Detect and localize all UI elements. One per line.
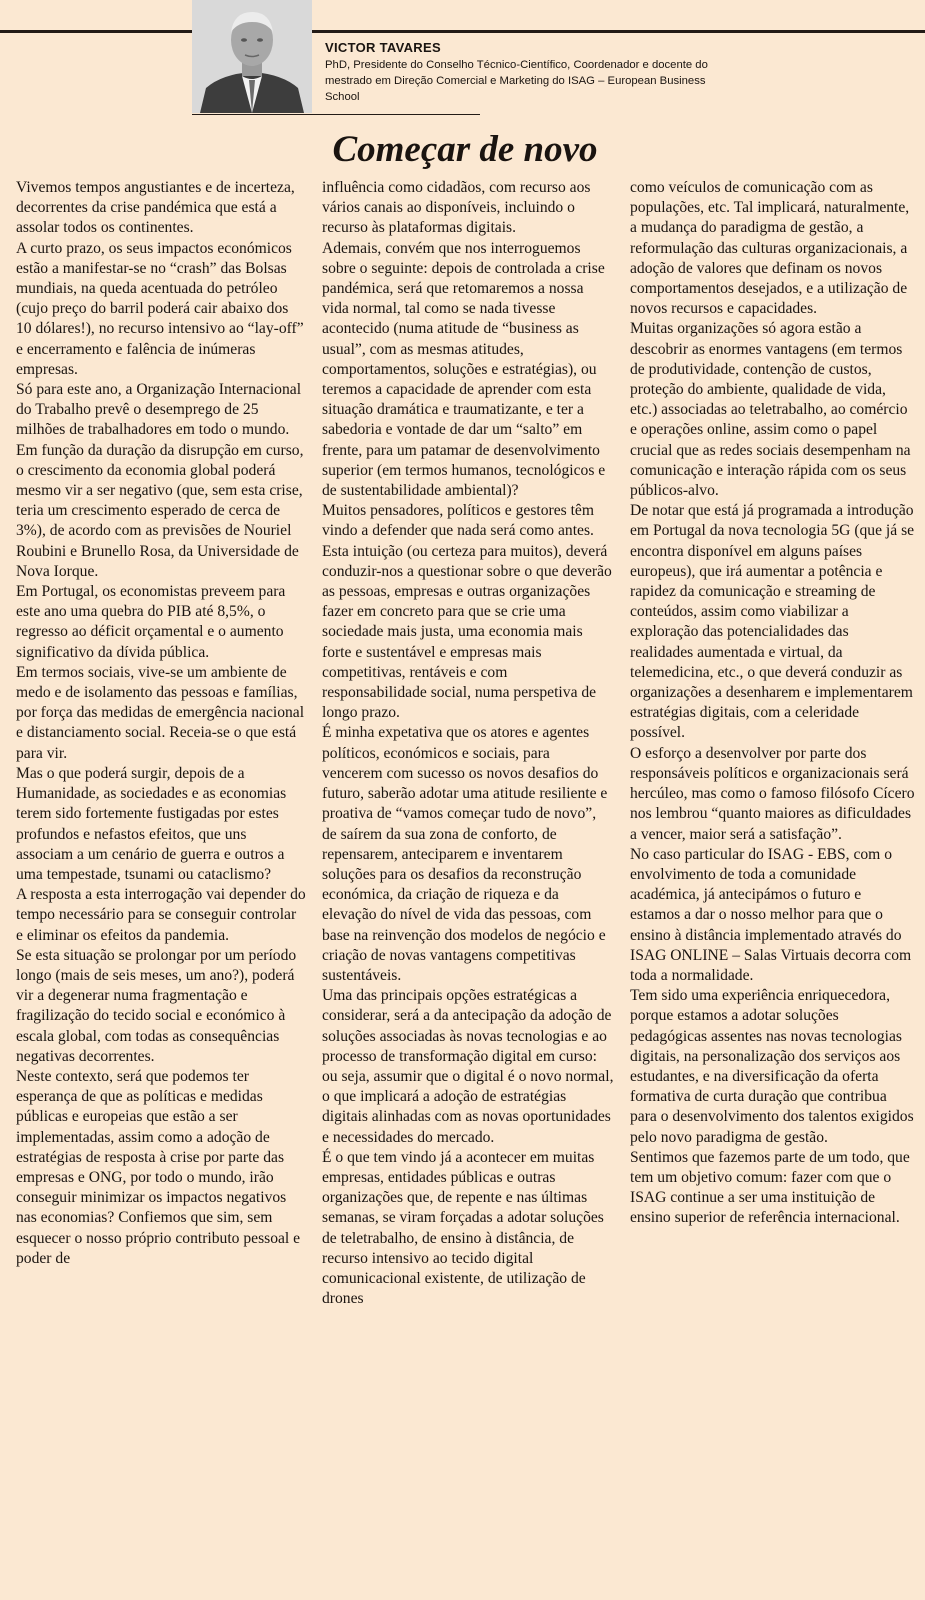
author-photo [192,0,312,113]
article-headline: Começar de novo [332,129,598,170]
paragraph: Neste contexto, será que podemos ter esperança de que as políticas e medidas públicas e europeias que estão a ser implementadas, assim como a adoção de estratégias de resposta à crise por parte das empresas e ONG, por todo o mundo, irão conseguir minimizar os impactos negativos nas economias? Confiemos que sim, sem esquecer o nosso próprio contributo pessoal e poder de [16,1067,301,1267]
paragraph: Mas o que poderá surgir, depois de a Humanidade, as sociedades e as economias terem sido fortemente fustigadas por estes profundos e nefastos efeitos, que uns associam a um cenário de guerra e outros a uma tempestade, tsunami ou cataclismo? [16,764,287,883]
paragraph: Se esta situação se prolongar por um período longo (mais de seis meses, um ano?), poderá vir a degenerar numa fragmentação e fragilização do tecido social e económico à escala global, com todas as consequências negativas decorrentes. [16,946,297,1065]
paragraph: É minha expetativa que os atores e agentes políticos, económicos e sociais, para vencerem com sucesso os novos desafios do futuro, saberão adotar uma atitude resiliente e proativa de “vamos começar tudo de novo”, de saírem da sua zona de conforto, de repensarem, anteciparem e inventarem soluções para os desafios da reconstrução económica, da criação de riqueza e da elevação do nível de vida das pessoas, com base na reinvenção dos modelos de negócio e criação de novas vantagens competitivas sustentáveis. [322,724,608,984]
paragraph: Em termos sociais, vive-se um ambiente de medo e de isolamento das pessoas e famílias, por força das medidas de emergência nacional e distanciamento social. Receia-se o que está para vir. [16,663,305,762]
paragraph: A curto prazo, os seus impactos económicos estão a manifestar-se no “crash” das Bolsas mundiais, na queda acentuada do petróleo (cujo preço do barril poderá cair abaixo dos 10 dólares!), no recurso intensivo ao “lay-off” e encerramento e falência de inúmeras empresas. [16,239,304,378]
paragraph: O esforço a desenvolver por parte dos responsáveis políticos e organizacionais será hercúleo, mas como o famoso filósofo Cícero nos lembrou “quanto maiores as dificuldades a vencer, maior será a satisfação”. [630,744,915,843]
paragraph: Uma das principais opções estratégicas a considerar, será a da antecipação da adoção de soluções associadas às novas tecnologias e ao processo de transformação digital em curso: ou seja, assumir que o digital é o novo normal, o que implicará a adoção de estratégias digitais alinhadas com as novas oportunidades e necessidades do mercado. [322,987,614,1146]
paragraph: Muitos pensadores, políticos e gestores têm vindo a defender que nada será como antes. Esta intuição (ou certeza para muitos), deverá conduzir-nos a questionar sobre o que deverão as pessoas, empresas e outras organizações fazer em concreto para que se crie uma sociedade mais justa, uma economia mais forte e sustentável e empresas mais competitivas, rentáveis e com responsabilidade social, numa perspetiva de longo prazo. [322,502,612,722]
paragraph: Muitas organizações só agora estão a descobrir as enormes vantagens (em termos de produtividade, contenção de custos, proteção do ambiente, qualidade de vida, etc.) associadas ao teletrabalho, ao comércio e operações online, assim como o papel crucial que as redes sociais desempenham na comunicação e interação rápida com os seus públicos-alvo. [630,320,911,500]
article-column-3 [630,178,915,1229]
paragraph: Em função da duração da disrupção em curso, o crescimento da economia global poderá mesmo vir a ser negativo (que, sem esta crise, teria um crescimento esperado de cerca de 3%), de acordo com as previsões de Nouriel Roubini e Brunello Rosa, da Universidade de Nova Iorque. [16,441,304,580]
paragraph: Sentimos que fazemos parte de um todo, que tem um objetivo comum: fazer com que o ISAG continue a ser uma instituição de ensino superior de referência internacional. [630,1148,910,1227]
top-rule [0,30,925,33]
paragraph: Ademais, convém que nos interroguemos sobre o seguinte: depois de controlada a crise pandémica, será que retomaremos a nossa vida normal, tal como se nada tivesse acontecido (numa atitude de “business as usual”, com as mesmas atitudes, comportamentos, soluções e estratégias), ou teremos a capacidade de aprender com esta situação dramática e traumatizante, e ter a sabedoria e vontade de dar um “salto” em frente, para um patamar de desenvolvimento superior (em termos humanos, tecnológicos e de sustentabilidade ambiental)? [322,239,606,500]
article-column-2 [322,178,614,1309]
paragraph: A resposta a esta interrogação vai depender do tempo necessário para se conseguir controlar e eliminar os efeitos da pandemia. [16,886,306,944]
paragraph: Tem sido uma experiência enriquecedora, porque estamos a adotar soluções pedagógicas assentes nas novas tecnologias digitais, na personalização dos serviços aos estudantes, e na diversificação da oferta formativa de curta duração que contribua para o desenvolvimento dos talentos exigidos pelo novo paradigma de gestão. [630,987,914,1146]
author-bio: PhD, Presidente do Conselho Técnico-Científico, Coordenador e docente do mestrado em Direção Comercial e Marketing do ISAG – European Business School [325,59,708,103]
paragraph: De notar que está já programada a introdução em Portugal da nova tecnologia 5G (que já se encontra disponível em alguns países europeus), que irá aumentar a potência e rapidez da comunicação e streaming de conteúdos, assim como viabilizar a exploração das potencialidades das realidades aumentada e virtual, da telemedicina, etc., o que deverá conduzir as organizações a desenharem e implementarem estratégias digitais, com a celeridade possível. [630,502,915,742]
paragraph: No caso particular do ISAG - EBS, com o envolvimento de toda a comunidade académica, já antecipámos o futuro e estamos a dar o nosso melhor para que o ensino à distância implementado através do ISAG ONLINE – Salas Virtuais decorra com toda a normalidade. [630,845,912,984]
paragraph: Vivemos tempos angustiantes e de incerteza, decorrentes da crise pandémica que está a assolar todos os continentes. [16,179,295,237]
byline-rule [192,114,480,115]
paragraph: como veículos de comunicação com as populações, etc. Tal implicará, naturalmente, a mudança do paradigma de gestão, a reformulação das culturas organizacionais, a adoção de valores que definam os novos comportamentos desejados, e a utilização de novos recursos e capacidades. [630,179,910,318]
paragraph: É o que tem vindo já a acontecer em muitas empresas, entidades públicas e outras organizações que, de repente e nas últimas semanas, se viram forçadas a adotar soluções de teletrabalho, de ensino à distância, de recurso intensivo ao tecido digital comunicacional existente, de utilização de drones [322,1148,604,1308]
author-name: VICTOR TAVARES [325,40,441,55]
paragraph: Em Portugal, os economistas preveem para este ano uma quebra do PIB até 8,5%, o regresso ao déficit orçamental e o aumento significativo da dívida pública. [16,583,286,661]
paragraph: Só para este ano, a Organização Internacional do Trabalho prevê o desemprego de 25 milhões de trabalhadores em todo o mundo. [16,381,302,439]
author-byline [325,40,725,105]
paragraph: influência como cidadãos, com recurso aos vários canais ao disponíveis, incluindo o recurso às plataformas digitais. [322,179,591,237]
article-column-1 [16,178,306,1269]
